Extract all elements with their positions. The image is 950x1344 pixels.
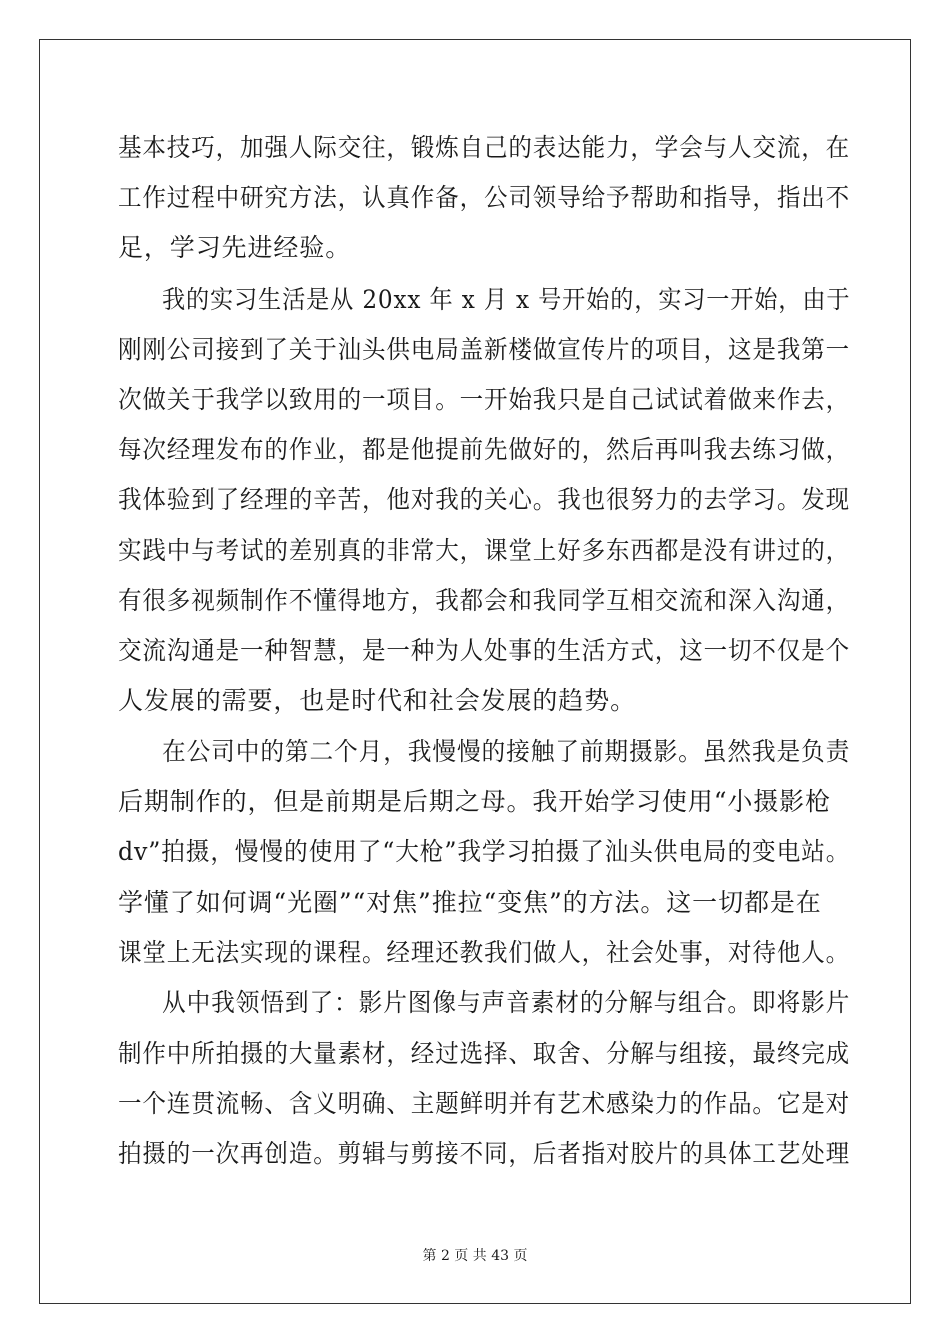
text-line: 每次经理发布的作业，都是他提前先做好的，然后再叫我去练习做， (118, 435, 851, 464)
paragraph-start-line: 我的实习生活是从 20xx 年 x 月 x 号开始的，实习一开始，由于 (162, 285, 851, 314)
text-line: 课堂上无法实现的课程。经理还教我们做人，社会处事，对待他人。 (118, 938, 851, 967)
text-line: 足，学习先进经验。 (118, 233, 352, 262)
text-line: 后期制作的，但是前期是后期之母。我开始学习使用“小摄影枪 (118, 787, 831, 816)
text-line: 基本技巧，加强人际交往，锻炼自己的表达能力，学会与人交流，在 (118, 133, 851, 162)
text-line: dv”拍摄，慢慢的使用了“大枪”我学习拍摄了汕头供电局的变电站。 (118, 837, 851, 866)
text-line: 实践中与考试的差别真的非常大，课堂上好多东西都是没有讲过的， (118, 536, 851, 565)
paragraph-start-line: 在公司中的第二个月，我慢慢的接触了前期摄影。虽然我是负责 (162, 737, 851, 766)
paragraph-start-line: 从中我领悟到了：影片图像与声音素材的分解与组合。即将影片 (162, 988, 851, 1017)
text-line: 交流沟通是一种智慧，是一种为人处事的生活方式，这一切不仅是个 (118, 636, 851, 665)
text-line: 我体验到了经理的辛苦，他对我的关心。我也很努力的去学习。发现 (118, 485, 851, 514)
text-line: 有很多视频制作不懂得地方，我都会和我同学互相交流和深入沟通， (118, 586, 851, 615)
text-line: 工作过程中研究方法，认真作备，公司领导给予帮助和指导，指出不 (118, 183, 851, 212)
text-line: 拍摄的一次再创造。剪辑与剪接不同，后者指对胶片的具体工艺处理 (118, 1139, 851, 1168)
text-line: 制作中所拍摄的大量素材，经过选择、取舍、分解与组接，最终完成 (118, 1039, 851, 1068)
page-number-footer: 第 2 页 共 43 页 (422, 1248, 528, 1264)
text-line: 学懂了如何调“光圈”“对焦”推拉“变焦”的方法。这一切都是在 (118, 888, 822, 917)
text-line: 人发展的需要，也是时代和社会发展的趋势。 (118, 686, 637, 715)
text-line: 次做关于我学以致用的一项目。一开始我只是自己试试着做来作去， (118, 385, 851, 414)
text-line: 刚刚公司接到了关于汕头供电局盖新楼做宣传片的项目，这是我第一 (118, 335, 851, 364)
text-line: 一个连贯流畅、含义明确、主题鲜明并有艺术感染力的作品。它是对 (118, 1089, 851, 1118)
